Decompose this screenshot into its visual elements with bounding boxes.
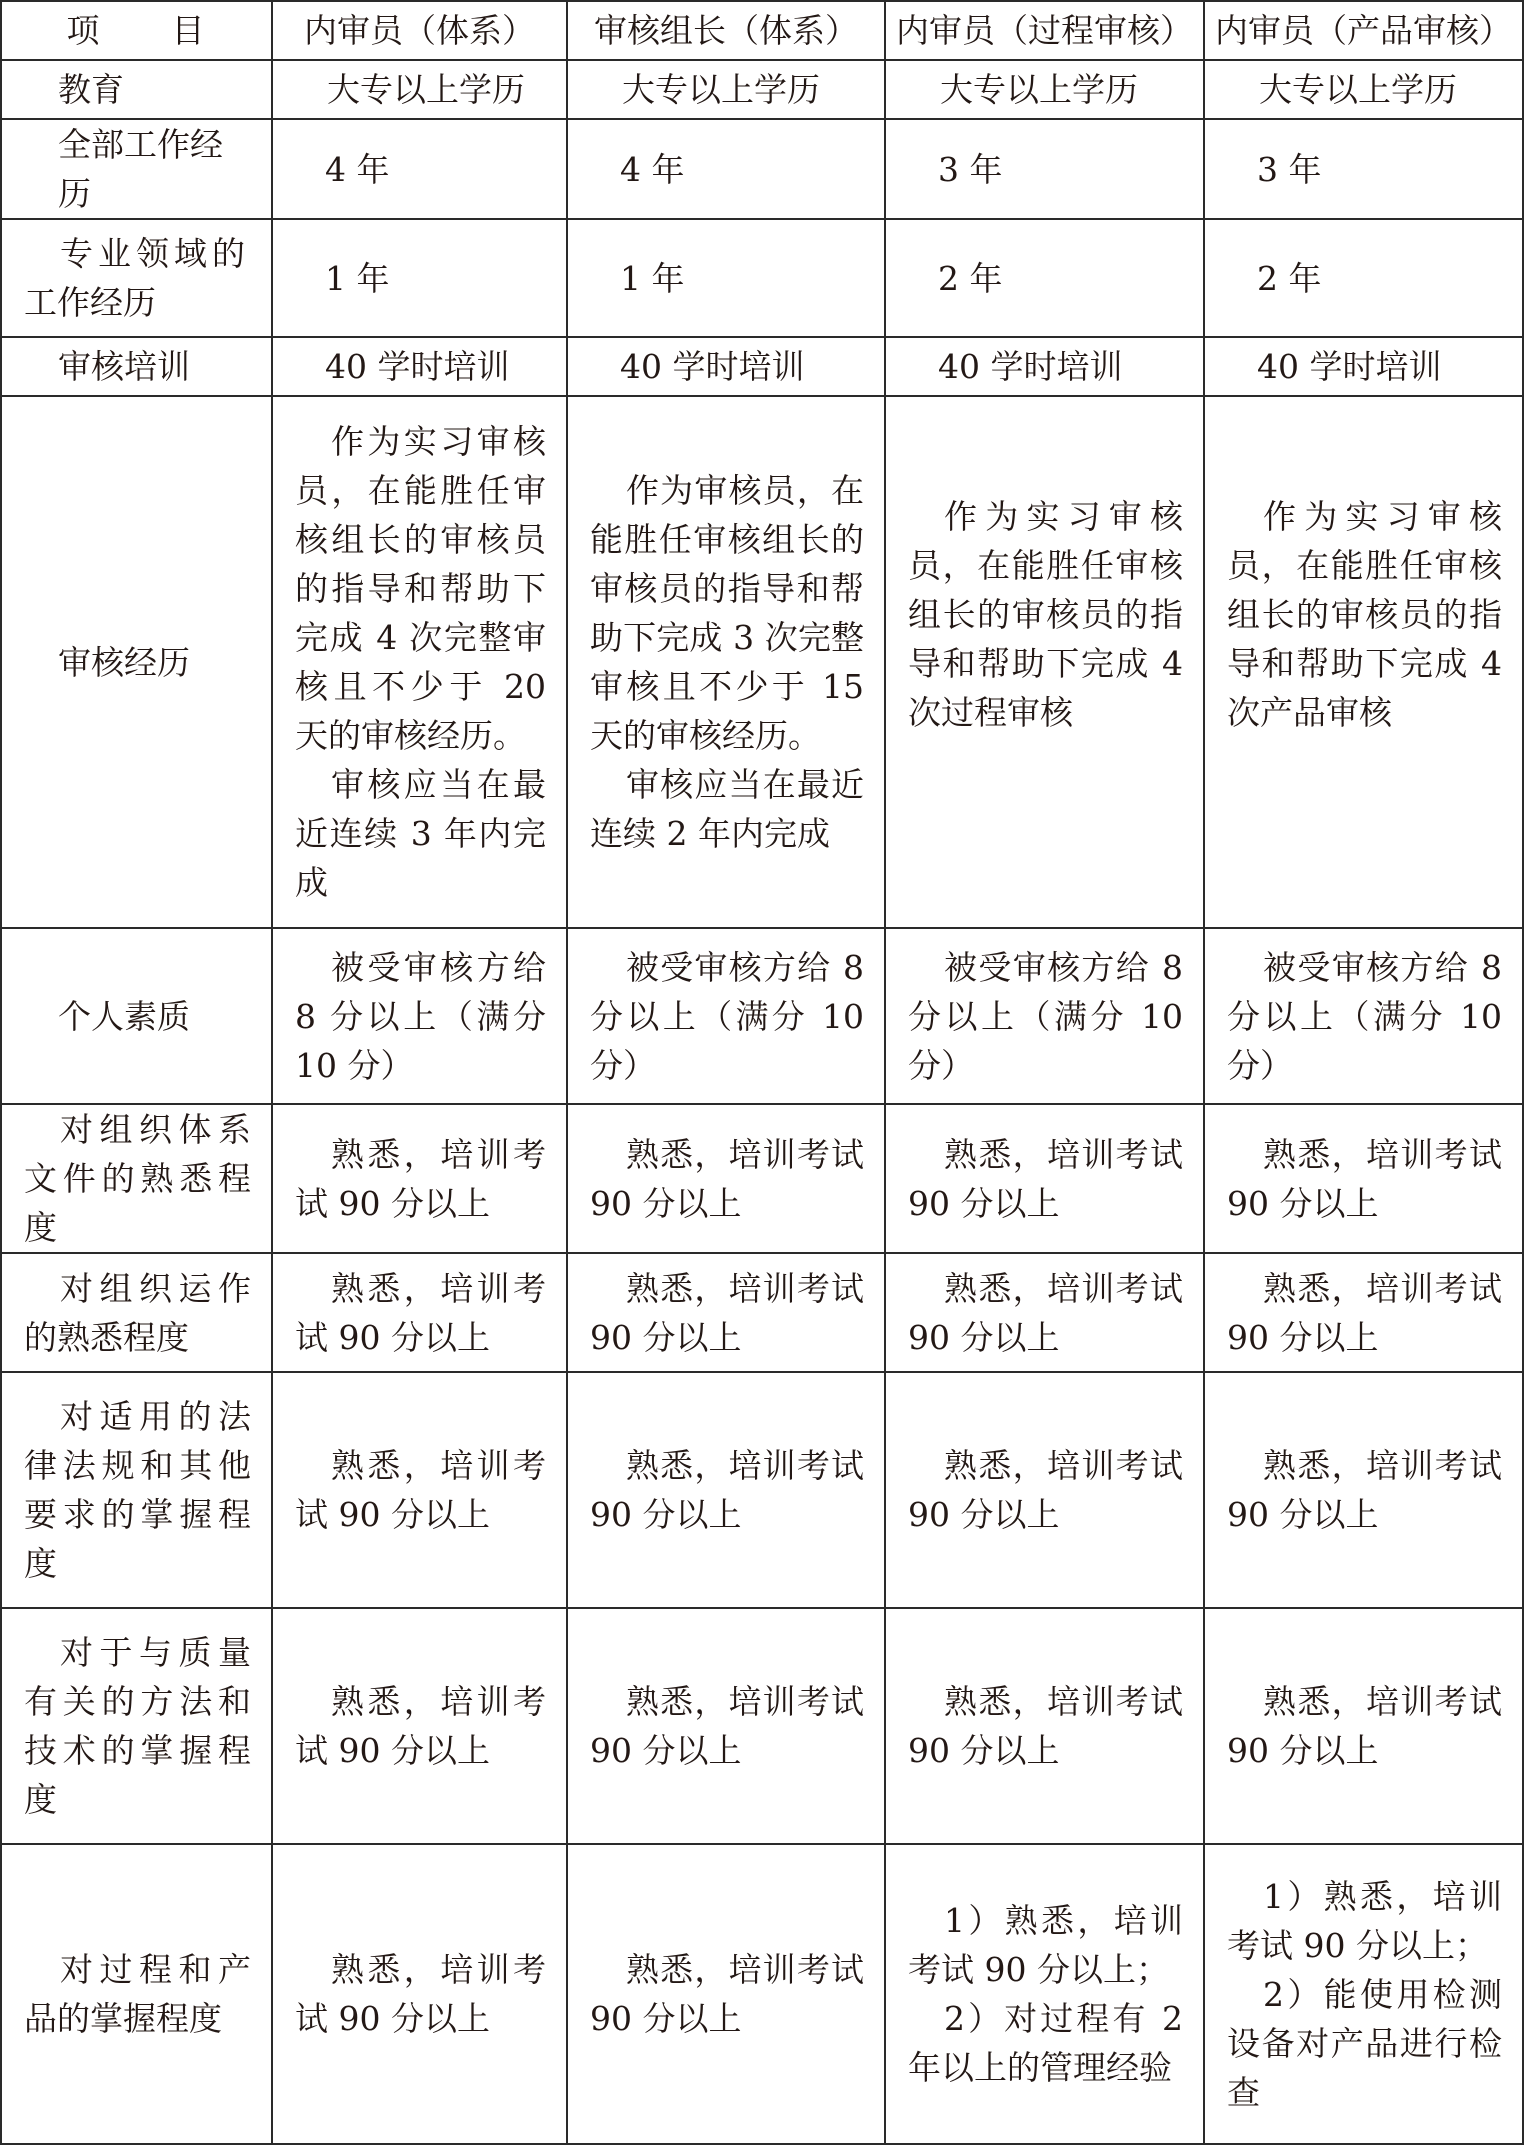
cell-system-docs-c1 bbox=[272, 1104, 567, 1253]
cell-personal-c4 bbox=[1204, 928, 1523, 1104]
cell-training-c3: 40 学时培训 bbox=[885, 337, 1204, 396]
cell-quality-methods-c3 bbox=[885, 1608, 1204, 1844]
cell-laws-c2 bbox=[567, 1372, 885, 1608]
cell-personal-c4-text: 被受审核方给 8 分以上（满分 10 分） bbox=[1227, 947, 1502, 1085]
cell-system-docs-c1-text: 熟悉，培训考试 90 分以上 bbox=[295, 1134, 546, 1223]
row-label-quality-methods-text: 对于与质量有关的方法和技术的掌握程度 bbox=[24, 1633, 251, 1819]
row-label-laws-text: 对适用的法律法规和其他要求的掌握程度 bbox=[24, 1397, 251, 1583]
table-row-work-experience bbox=[1, 119, 1523, 219]
cell-operation-c1 bbox=[272, 1253, 567, 1372]
header-internal-auditor-product: 内审员（产品审核） bbox=[1204, 1, 1523, 60]
row-label-system-documents-text: 对组织体系文件的熟悉程度 bbox=[24, 1110, 251, 1247]
cell-audit-exp-c3 bbox=[885, 396, 1204, 928]
cell-system-docs-c3 bbox=[885, 1104, 1204, 1253]
cell-audit-exp-c1 bbox=[272, 396, 567, 928]
row-label-personal-quality: 个人素质 bbox=[1, 928, 272, 1104]
cell-quality-methods-c2 bbox=[567, 1608, 885, 1844]
cell-personal-c3 bbox=[885, 928, 1204, 1104]
cell-operation-c2-text: 熟悉，培训考试 90 分以上 bbox=[590, 1268, 864, 1357]
table-row-system-documents bbox=[1, 1104, 1523, 1253]
header-item-right: 目 bbox=[171, 11, 207, 50]
header-internal-auditor-process: 内审员（过程审核） bbox=[885, 1, 1204, 60]
cell-laws-c1 bbox=[272, 1372, 567, 1608]
cell-laws-c2-text: 熟悉，培训考试 90 分以上 bbox=[590, 1446, 864, 1534]
table-row-operation bbox=[1, 1253, 1523, 1372]
table-row-field-experience bbox=[1, 219, 1523, 337]
row-label-work-experience: 全部工作经历 bbox=[1, 119, 272, 219]
cell-process-product-c3-p1: 1）熟悉，培训考试 90 分以上； bbox=[908, 1901, 1183, 1989]
cell-system-docs-c4 bbox=[1204, 1104, 1523, 1253]
cell-process-product-c2-text: 熟悉，培训考试 90 分以上 bbox=[590, 1950, 864, 2038]
cell-process-product-c4-p1: 1）熟悉，培训考试 90 分以上； bbox=[1227, 1876, 1502, 1965]
cell-process-product-c4-p2: 2）能使用检测设备对产品进行检查 bbox=[1227, 1974, 1502, 2112]
cell-laws-c3 bbox=[885, 1372, 1204, 1608]
cell-work-exp-c2: 4 年 bbox=[567, 119, 885, 219]
row-label-process-product bbox=[1, 1844, 272, 2144]
cell-system-docs-c3-text: 熟悉，培训考试 90 分以上 bbox=[908, 1134, 1183, 1223]
table-row-audit-experience bbox=[1, 396, 1523, 928]
header-item bbox=[1, 1, 272, 60]
cell-process-product-c3-p2: 2）对过程有 2 年以上的管理经验 bbox=[908, 1999, 1183, 2087]
cell-audit-exp-c2-p2: 审核应当在最近连续 2 年内完成 bbox=[590, 765, 864, 853]
cell-field-exp-c4: 2 年 bbox=[1204, 219, 1523, 337]
cell-field-exp-c2: 1 年 bbox=[567, 219, 885, 337]
cell-quality-methods-c4-text: 熟悉，培训考试 90 分以上 bbox=[1227, 1682, 1502, 1770]
cell-quality-methods-c1-text: 熟悉，培训考试 90 分以上 bbox=[295, 1682, 546, 1770]
row-label-operation-text: 对组织运作的熟悉程度 bbox=[24, 1268, 251, 1357]
table-row-laws bbox=[1, 1372, 1523, 1608]
cell-laws-c3-text: 熟悉，培训考试 90 分以上 bbox=[908, 1446, 1183, 1534]
cell-operation-c4 bbox=[1204, 1253, 1523, 1372]
cell-work-exp-c1: 4 年 bbox=[272, 119, 567, 219]
header-internal-auditor-system: 内审员（体系） bbox=[272, 1, 567, 60]
cell-personal-c1 bbox=[272, 928, 567, 1104]
cell-training-c4: 40 学时培训 bbox=[1204, 337, 1523, 396]
cell-operation-c4-text: 熟悉，培训考试 90 分以上 bbox=[1227, 1268, 1502, 1357]
row-label-audit-experience: 审核经历 bbox=[1, 396, 272, 928]
cell-system-docs-c2 bbox=[567, 1104, 885, 1253]
cell-quality-methods-c4 bbox=[1204, 1608, 1523, 1844]
cell-audit-exp-c2-p1: 作为审核员，在能胜任审核组长的审核员的指导和帮助下完成 3 次完整审核且不少于 15 天的审核经历。 bbox=[590, 471, 864, 755]
header-item-left: 项 bbox=[66, 11, 102, 50]
cell-laws-c4-text: 熟悉，培训考试 90 分以上 bbox=[1227, 1446, 1502, 1534]
row-label-audit-training: 审核培训 bbox=[1, 337, 272, 396]
cell-system-docs-c4-text: 熟悉，培训考试 90 分以上 bbox=[1227, 1134, 1502, 1223]
cell-quality-methods-c2-text: 熟悉，培训考试 90 分以上 bbox=[590, 1682, 864, 1770]
row-label-field-experience bbox=[1, 219, 272, 337]
cell-training-c1: 40 学时培训 bbox=[272, 337, 567, 396]
cell-audit-exp-c1-p2: 审核应当在最近连续 3 年内完成 bbox=[295, 765, 546, 902]
cell-quality-methods-c3-text: 熟悉，培训考试 90 分以上 bbox=[908, 1682, 1183, 1770]
cell-work-exp-c3: 3 年 bbox=[885, 119, 1204, 219]
cell-audit-exp-c3-p1: 作为实习审核员，在能胜任审核组长的审核员的指导和帮助下完成 4 次过程审核 bbox=[908, 497, 1183, 732]
cell-process-product-c3 bbox=[885, 1844, 1204, 2144]
cell-education-c2: 大专以上学历 bbox=[567, 60, 885, 119]
row-label-process-product-text: 对过程和产品的掌握程度 bbox=[24, 1950, 251, 2038]
table-row-personal-quality bbox=[1, 928, 1523, 1104]
cell-education-c1: 大专以上学历 bbox=[272, 60, 567, 119]
cell-personal-c1-text: 被受审核方给 8 分以上（满分 10 分） bbox=[295, 947, 546, 1085]
table-row-audit-training bbox=[1, 337, 1523, 396]
table-row-education bbox=[1, 60, 1523, 119]
cell-work-exp-c4: 3 年 bbox=[1204, 119, 1523, 219]
row-label-system-documents bbox=[1, 1104, 272, 1253]
cell-operation-c1-text: 熟悉，培训考试 90 分以上 bbox=[295, 1268, 546, 1357]
cell-operation-c2 bbox=[567, 1253, 885, 1372]
row-label-operation bbox=[1, 1253, 272, 1372]
row-label-education: 教育 bbox=[1, 60, 272, 119]
row-label-laws bbox=[1, 1372, 272, 1608]
cell-training-c2: 40 学时培训 bbox=[567, 337, 885, 396]
cell-field-exp-c1: 1 年 bbox=[272, 219, 567, 337]
cell-audit-exp-c1-p1: 作为实习审核员，在能胜任审核组长的审核员的指导和帮助下完成 4 次完整审核且不少于 20 天的审核经历。 bbox=[295, 422, 546, 755]
row-label-quality-methods bbox=[1, 1608, 272, 1844]
header-audit-leader-system: 审核组长（体系） bbox=[567, 1, 885, 60]
cell-audit-exp-c4-p1: 作为实习审核员，在能胜任审核组长的审核员的指导和帮助下完成 4 次产品审核 bbox=[1227, 497, 1502, 732]
table-row-quality-methods bbox=[1, 1608, 1523, 1844]
cell-system-docs-c2-text: 熟悉，培训考试 90 分以上 bbox=[590, 1134, 864, 1223]
cell-field-exp-c3: 2 年 bbox=[885, 219, 1204, 337]
cell-audit-exp-c2 bbox=[567, 396, 885, 928]
cell-education-c3: 大专以上学历 bbox=[885, 60, 1204, 119]
cell-personal-c2 bbox=[567, 928, 885, 1104]
cell-operation-c3-text: 熟悉，培训考试 90 分以上 bbox=[908, 1268, 1183, 1357]
header-row bbox=[1, 1, 1523, 60]
cell-process-product-c1-text: 熟悉，培训考试 90 分以上 bbox=[295, 1950, 546, 2038]
cell-personal-c2-text: 被受审核方给 8 分以上（满分 10 分） bbox=[590, 947, 864, 1085]
cell-laws-c4 bbox=[1204, 1372, 1523, 1608]
cell-laws-c1-text: 熟悉，培训考试 90 分以上 bbox=[295, 1446, 546, 1534]
row-label-field-experience-line1: 专业领域的 bbox=[60, 234, 250, 273]
table-row-process-product bbox=[1, 1844, 1523, 2144]
cell-education-c4: 大专以上学历 bbox=[1204, 60, 1523, 119]
cell-process-product-c2 bbox=[567, 1844, 885, 2144]
cell-operation-c3 bbox=[885, 1253, 1204, 1372]
cell-quality-methods-c1 bbox=[272, 1608, 567, 1844]
cell-personal-c3-text: 被受审核方给 8 分以上（满分 10 分） bbox=[908, 947, 1183, 1085]
cell-process-product-c1 bbox=[272, 1844, 567, 2144]
cell-audit-exp-c4 bbox=[1204, 396, 1523, 928]
row-label-field-experience-line2: 工作经历 bbox=[24, 283, 156, 322]
cell-process-product-c4 bbox=[1204, 1844, 1523, 2144]
